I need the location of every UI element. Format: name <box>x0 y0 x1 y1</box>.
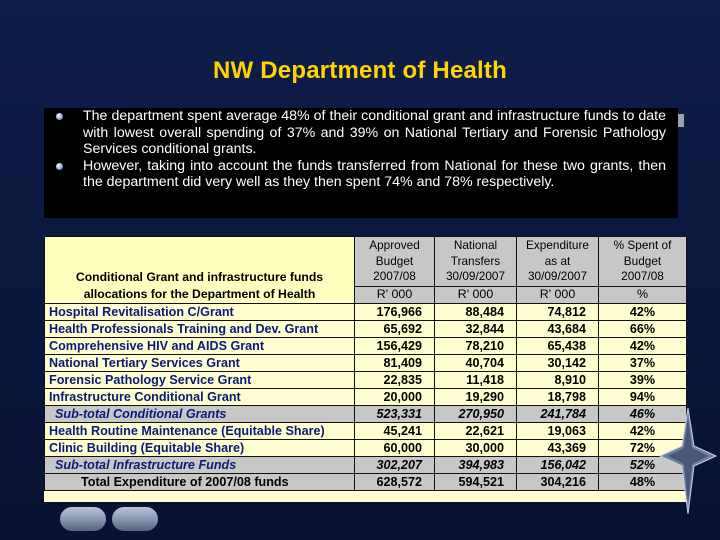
amount-cell: 88,484 <box>435 304 517 321</box>
slide-title: NW Department of Health <box>213 57 507 84</box>
amount-cell: 43,369 <box>517 440 599 457</box>
amount-cell: 30,000 <box>435 440 517 457</box>
subtotal-row <box>45 406 687 423</box>
amount-cell: 19,063 <box>517 423 599 440</box>
row-label: Sub-total Conditional Grants <box>45 406 355 423</box>
amount-cell: 65,438 <box>517 338 599 355</box>
subtotal-row <box>45 457 687 474</box>
table-caption-line: Conditional Grant and infrastructure funds <box>75 270 324 284</box>
amount-cell: 523,331 <box>355 406 435 423</box>
unit-cell: % <box>599 286 687 303</box>
column-header: National Transfers 30/09/2007 <box>435 237 517 287</box>
table-row <box>45 423 687 440</box>
amount-cell: 176,966 <box>355 304 435 321</box>
amount-cell: 22,621 <box>435 423 517 440</box>
decorative-star-icon <box>658 406 718 516</box>
table-row <box>45 355 687 372</box>
amount-cell: 78,210 <box>435 338 517 355</box>
row-label: Total Expenditure of 2007/08 funds <box>45 474 355 491</box>
amount-cell: 11,418 <box>435 372 517 389</box>
percent-cell: 42% <box>599 304 687 321</box>
bullet-text: However, taking into account the funds transferred from National for these two grants, then the department did very well as they then spent 74% and 78% respectively. <box>83 157 666 190</box>
table-row <box>45 304 687 321</box>
percent-cell: 66% <box>599 321 687 338</box>
column-header: Expenditure as at 30/09/2007 <box>517 237 599 287</box>
table-row <box>45 440 687 457</box>
amount-cell: 241,784 <box>517 406 599 423</box>
amount-cell: 302,207 <box>355 457 435 474</box>
amount-cell: 60,000 <box>355 440 435 457</box>
table-row <box>45 321 687 338</box>
unit-cell: R' 000 <box>435 286 517 303</box>
percent-cell: 46% <box>599 406 687 423</box>
row-label: Hospital Revitalisation C/Grant <box>45 304 355 321</box>
row-label: Infrastructure Conditional Grant <box>45 389 355 406</box>
percent-cell: 52% <box>599 457 687 474</box>
amount-cell: 45,241 <box>355 423 435 440</box>
amount-cell: 32,844 <box>435 321 517 338</box>
decorative-pill-right-icon <box>112 507 158 531</box>
amount-cell: 18,798 <box>517 389 599 406</box>
row-label: Clinic Building (Equitable Share) <box>45 440 355 457</box>
amount-cell: 156,429 <box>355 338 435 355</box>
row-label: Comprehensive HIV and AIDS Grant <box>45 338 355 355</box>
column-header: % Spent of Budget 2007/08 <box>599 237 687 287</box>
percent-cell: 42% <box>599 338 687 355</box>
bullet-icon <box>56 163 63 170</box>
amount-cell: 43,684 <box>517 321 599 338</box>
table-row <box>45 389 687 406</box>
table-body <box>45 304 687 491</box>
amount-cell: 19,290 <box>435 389 517 406</box>
amount-cell: 20,000 <box>355 389 435 406</box>
amount-cell: 22,835 <box>355 372 435 389</box>
amount-cell: 594,521 <box>435 474 517 491</box>
unit-cell: R' 000 <box>517 286 599 303</box>
row-label: Sub-total Infrastructure Funds <box>45 457 355 474</box>
grant-table <box>44 236 687 491</box>
amount-cell: 628,572 <box>355 474 435 491</box>
unit-cell: R' 000 <box>355 286 435 303</box>
bullet-icon <box>56 113 63 120</box>
amount-cell: 81,409 <box>355 355 435 372</box>
row-label: Health Routine Maintenance (Equitable Share) <box>45 423 355 440</box>
amount-cell: 8,910 <box>517 372 599 389</box>
row-label: National Tertiary Services Grant <box>45 355 355 372</box>
percent-cell: 42% <box>599 423 687 440</box>
amount-cell: 40,704 <box>435 355 517 372</box>
grant-table-container <box>44 236 686 502</box>
amount-cell: 156,042 <box>517 457 599 474</box>
amount-cell: 304,216 <box>517 474 599 491</box>
table-caption <box>45 237 355 304</box>
percent-cell: 48% <box>599 474 687 491</box>
row-label: Health Professionals Training and Dev. Grant <box>45 321 355 338</box>
bullet-text: The department spent average 48% of their conditional grant and infrastructure funds to date with lowest overall spending of 37% and 39% on National Tertiary and Forensic Pathology Services conditional grants. <box>83 108 666 157</box>
percent-cell: 94% <box>599 389 687 406</box>
table-row <box>45 338 687 355</box>
table-header-row <box>45 237 687 287</box>
table-caption-line: allocations for the Department of Health <box>83 287 316 301</box>
amount-cell: 30,142 <box>517 355 599 372</box>
row-label: Forensic Pathology Service Grant <box>45 372 355 389</box>
scroll-marker <box>678 114 684 127</box>
amount-cell: 74,812 <box>517 304 599 321</box>
decorative-pill-left-icon <box>60 507 106 531</box>
total-row <box>45 474 687 491</box>
percent-cell: 72% <box>599 440 687 457</box>
column-header: Approved Budget 2007/08 <box>355 237 435 287</box>
bullet-item <box>44 108 678 158</box>
summary-text-box <box>44 108 678 218</box>
table-row <box>45 372 687 389</box>
amount-cell: 65,692 <box>355 321 435 338</box>
percent-cell: 39% <box>599 372 687 389</box>
percent-cell: 37% <box>599 355 687 372</box>
bullet-item <box>44 158 678 191</box>
amount-cell: 394,983 <box>435 457 517 474</box>
amount-cell: 270,950 <box>435 406 517 423</box>
